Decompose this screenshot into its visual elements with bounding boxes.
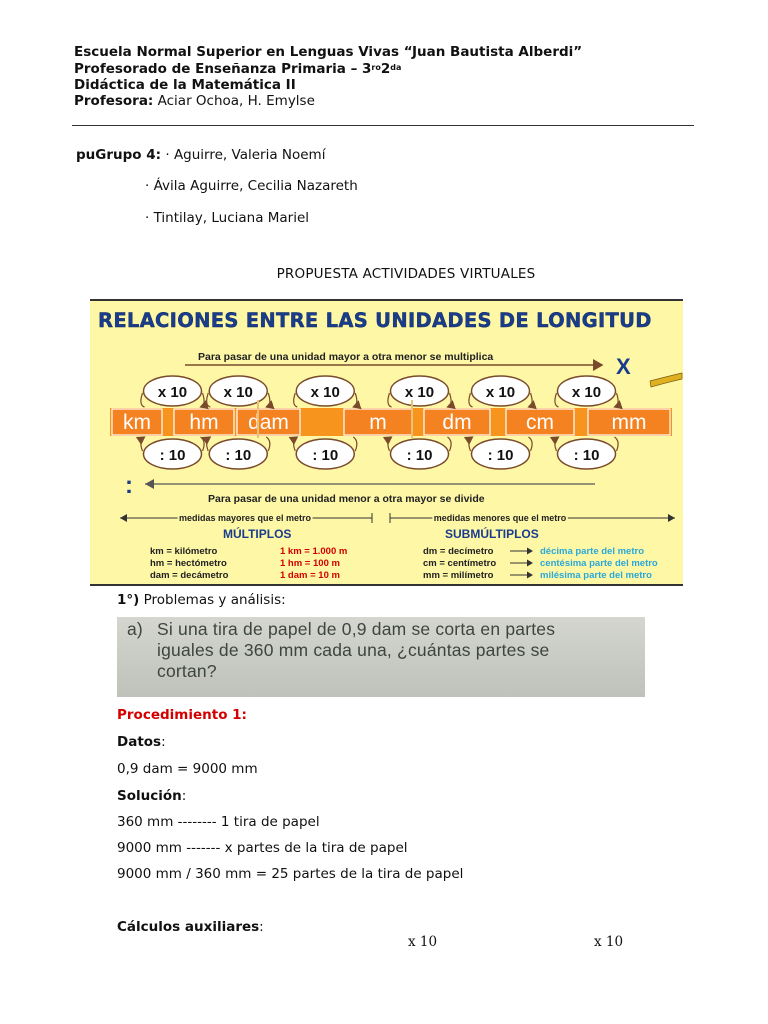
data-label: Datos: — [117, 734, 166, 750]
figure-heading: RELACIONES ENTRE LAS UNIDADES DE LONGITUD — [98, 309, 652, 332]
data-line: 0,9 dam = 9000 mm — [117, 761, 258, 777]
group-line-3: · Tintilay, Luciana Mariel — [145, 210, 310, 226]
unit-label-dm: dm — [442, 411, 472, 434]
problem-line-1: Si una tira de papel de 0,9 dam se corta en partes — [157, 619, 556, 639]
problem-letter: a) — [127, 619, 143, 639]
multiple-eq-km: 1 km = 1.000 m — [280, 546, 348, 557]
length-units-figure — [90, 299, 683, 586]
problem-line-2: iguales de 360 mm cada una, ¿cuántas partes se — [157, 640, 550, 660]
times-label-1: x 10 — [157, 384, 188, 401]
div-arrow-3 — [294, 437, 298, 451]
solution-line-3: 9000 mm / 360 mm = 25 partes de la tira de papel — [117, 866, 464, 882]
program-line: Profesorado de Enseñanza Primaria – $3^{ro}2^{da}$ — [74, 61, 402, 77]
submultiples-title: SUBMÚLTIPLOS — [445, 527, 539, 541]
unit-label-m: m — [369, 411, 387, 434]
school-name: Escuela Normal Superior en Lenguas Vivas “Juan Bautista Alberdi” — [74, 44, 583, 60]
submultiple-def-cm: cm = centímetro — [423, 558, 497, 569]
unit-label-dam: dam — [248, 411, 289, 434]
divide-text: Para pasar de una unidad menor a otra mayor se divide — [208, 493, 485, 505]
procedure-title: Procedimiento 1: — [117, 707, 247, 723]
div-arrow-5 — [469, 437, 473, 451]
problem-line-3: cortan? — [157, 661, 217, 681]
aux-mark-1: x 10 — [408, 934, 438, 950]
div-label-4: : 10 — [406, 447, 433, 464]
divide-symbol: : — [125, 472, 133, 499]
unit-label-km: km — [123, 411, 151, 434]
multiply-text: Para pasar de una unidad mayor a otra menor se multiplica — [198, 351, 494, 363]
submultiple-desc-cm: centésima parte del metro — [540, 558, 658, 569]
teacher-line: Profesora: Aciar Ochoa, H. Emylse — [74, 93, 315, 109]
solution-label: Solución: — [117, 788, 187, 804]
group-line-2: · Ávila Aguirre, Cecilia Nazareth — [145, 178, 358, 194]
problem-photo — [117, 617, 645, 697]
solution-line-1: 360 mm -------- 1 tira de papel — [117, 814, 320, 830]
div-label-3: : 10 — [312, 447, 339, 464]
smaller-text: medidas menores que el metro — [433, 513, 567, 523]
multiple-def-km: km = kilómetro — [150, 546, 218, 557]
times-label-2: x 10 — [223, 384, 253, 401]
page-title: PROPUESTA ACTIVIDADES VIRTUALES — [276, 266, 536, 282]
larger-text: medidas mayores que el metro — [178, 513, 312, 523]
group-line-1: puGrupo 4: · Aguirre, Valeria Noemí — [76, 147, 326, 163]
div-label-2: : 10 — [225, 447, 252, 464]
aux-label: Cálculos auxiliares: — [117, 919, 264, 935]
div-arrow-6 — [555, 437, 559, 451]
div-arrow-2 — [207, 437, 211, 451]
div-label-5: : 10 — [487, 447, 514, 464]
times-label-6: x 10 — [571, 384, 602, 401]
multiples-title: MÚLTIPLOS — [223, 527, 292, 541]
header-divider — [72, 125, 694, 126]
exercise-heading: 1°) Problemas y análisis: — [117, 592, 286, 608]
submultiple-desc-dm: décima parte del metro — [540, 546, 645, 557]
multiple-def-dam: dam = decámetro — [150, 570, 229, 581]
div-label-6: : 10 — [573, 447, 600, 464]
unit-label-cm: cm — [526, 411, 554, 434]
div-arrow-1 — [141, 437, 145, 451]
aux-mark-2: x 10 — [594, 934, 624, 950]
times-label-5: x 10 — [485, 384, 516, 401]
div-arrow-4 — [388, 437, 392, 451]
unit-label-mm: mm — [611, 411, 647, 434]
subject-line: Didáctica de la Matemática II — [74, 77, 296, 93]
unit-label-hm: hm — [189, 411, 219, 434]
submultiple-def-dm: dm = decímetro — [423, 546, 494, 557]
solution-line-2: 9000 mm ------- x partes de la tira de papel — [117, 840, 408, 856]
submultiple-def-mm: mm = milímetro — [423, 570, 494, 581]
multiply-symbol: X — [616, 354, 631, 379]
multiple-eq-hm: 1 hm = 100 m — [280, 558, 340, 569]
div-label-1: : 10 — [159, 447, 186, 464]
submultiple-desc-mm: milésima parte del metro — [540, 570, 652, 581]
times-label-3: x 10 — [310, 384, 340, 401]
multiple-def-hm: hm = hectómetro — [150, 558, 227, 569]
multiple-eq-dam: 1 dam = 10 m — [280, 570, 340, 581]
times-label-4: x 10 — [404, 384, 435, 401]
conversion-chain — [110, 376, 672, 469]
